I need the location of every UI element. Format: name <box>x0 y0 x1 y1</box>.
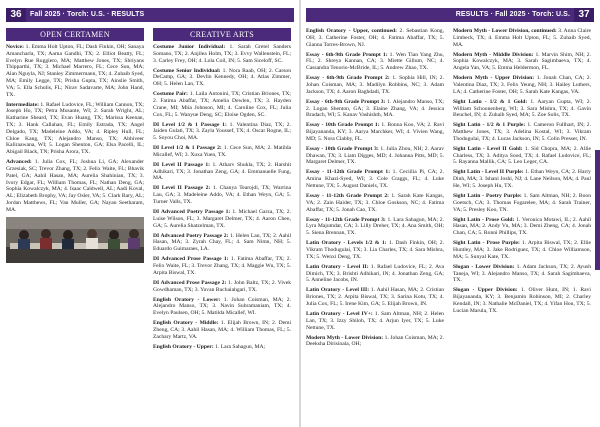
result-entry <box>153 344 291 351</box>
right-edge-tab <box>595 150 600 270</box>
result-names: 1. Sam Altman, NH; 2. Helen Lan, TX; 3. Izzy Shiloh, TX; 4. Arjun Iyer, TX; 5. Luke Nettune, TX. <box>306 310 444 331</box>
result-entry <box>453 217 591 237</box>
result-category: Sight Latin - Poetry Purple: <box>453 193 522 200</box>
result-entry <box>153 209 291 229</box>
result-names: 1. Wen Tian Yang Zhu, FL; 2. Shreya Kannan, CA; 3. Miette Gillum, NC; 4. Cassandra Tenorio-McBride, IL; 5. Andrew Zhao, TX. <box>306 51 444 72</box>
result-category: English Oratory - Upper, continued: <box>306 28 398 34</box>
result-category: Costume Senior Individual: <box>153 67 221 74</box>
result-entry <box>6 159 144 213</box>
result-category: Costume Junior Individual: <box>153 44 226 50</box>
result-entry <box>153 256 291 276</box>
result-entry <box>153 280 291 294</box>
result-names: 1. Valentina Diaz, TX; 2. Jaiden Gulati, TX; 3. Zayla Youssef, TX; 4. Oscar Rogne, IL; 5. Soyou Choi, MA. <box>153 121 291 142</box>
result-entry <box>153 320 291 340</box>
result-entry <box>153 68 291 88</box>
result-category: English Oratory - Middle: <box>153 320 219 327</box>
result-category: Sight Latin - Prose Purple: <box>453 240 520 247</box>
result-category: DI Level II Passage 1: <box>153 161 210 168</box>
result-category: Modern Myth - Upper Division: <box>453 75 535 82</box>
result-names: 1. Michael Garza, TX; 2. Luise Wilson, FL; 3. Margaret Delmer, TX; 4. Aaron Chen, GA; 5. Aurelia Shatzelman, TX. <box>153 209 291 229</box>
result-category: DI Advanced Prose Passage 1: <box>153 256 229 263</box>
result-category: Sight Latin - 1/2 & 1 Gold: <box>453 98 528 105</box>
result-entry <box>153 145 291 159</box>
result-names: 1. Adam Jackson, TX; 2. Ayush Taneja, WI; 3. Alejandro Manso, TX; 4. Sarah Sagimbaeva, TX. <box>453 263 591 284</box>
result-names: 3. Anna Claire Limbeck, TX; 4. Emma Holt Upton, FL; 5. Zuhaib Syed, MA. <box>453 28 591 48</box>
result-entry <box>306 75 444 95</box>
left-header-text: Fall 2025 · Torch: U.S. · RESULTS <box>30 11 145 18</box>
result-entry <box>153 233 291 253</box>
right-column-2 <box>453 28 591 318</box>
right-page-number: 37 <box>574 8 594 22</box>
result-entry <box>306 28 444 48</box>
result-names: 1. Sid Chopra, MA; 2. Allie Charless, TX; 3. Aditya Sood, TX; 4. Rafael Ludovice, FL; 5. Rayanna Mallik, CA; 5. Leo Leger, CA. <box>453 145 591 166</box>
result-names: 1. Rafael Ludovice, FL; William Cannon, TX; Joseph Ho, TX; Petra Musante, WI; 2. Sarah Wright, AL; Katharine Sheard, TX; Evan Huang, TX; Marissa Keenan, TX; 3. Hank Callahan, FL; Emily Estrada, TX; Angel Delgado, TX; Madeleine Addo, VA; 4. Ripley Hull, FL; Chloe Kang, TX; Alejandro Manso, TX; Abhiveer Kaliraawana, WI; 5. Logan Shenton, GA; Elsa Pacelli, IL; Abigail Black, TN; Prisha Arora, TX. <box>6 101 144 156</box>
result-category: Essay - 11-12th Grade Prompt 2: <box>306 193 389 200</box>
result-names: 1. Lara Sahagun, MA; <box>215 343 266 350</box>
result-names: 1. Laila Antonini, TX; Cristian Briones, TX; 2. Fatima Abaffar, TX; Amelia Dewlen, TX; 3. Hayden Crane, MI; Miia Johnson, MI; 4. Caroline Cox, FL; Julia Cox, FL; 5. Wanyue Deng, SC; Eloise Ogden, SC. <box>153 91 291 118</box>
result-entry <box>306 335 444 349</box>
myth-sight-slogan-results <box>453 28 591 315</box>
result-names: 1. Rafael Ludovice, FL; 2. Ava Dimich, TX; 3. Brishti Adhikari, IN; 4. Jonathan Zeng, GA; 5. Anneline Jacobs, IN. <box>306 263 444 284</box>
left-page-number: 36 <box>6 8 26 22</box>
result-category: DI Level 1/2 & 1 Passage 2: <box>153 145 222 152</box>
result-names: 1. Sam Altman, NH; 2. Boon Goetsch, CA; 3. Thomas Fogarelee, MA; 4. Sarah Trainer, VA; 5. Presley Koo, TN. <box>453 193 592 213</box>
result-names: 1. Nora Raab, OH; 2. Carson DeCamp, GA; 3. Devlin Kennedy, OH; 4. Atlas Zimmer, OH; 5. Helen Lan, TX. <box>153 67 291 88</box>
result-category: DI Advanced Prose Passage 2: <box>153 279 227 286</box>
section-title-open-certamen: OPEN CERTAMEN <box>6 28 144 41</box>
result-names: 1. Veronica Motawi, IL; 2. Aahil Hasan, MA; 2. Andy Vu, MA; 3. Demi Zheng, CA; 4. Jonah Chan, CA; 5. Ronni Phillips, TX. <box>453 216 591 237</box>
result-entry <box>306 193 444 213</box>
result-entry <box>153 44 291 64</box>
result-category: Costume Pair: <box>153 91 188 98</box>
result-entry <box>306 264 444 284</box>
result-category: Novice: <box>6 44 25 50</box>
result-category: DI Level II Passage 2: <box>153 185 211 192</box>
result-entry <box>306 240 444 260</box>
result-names: 1. Chanya Tearojdi, TX; Warrina Lau, GA; 3. Madeleine Addo, VA; 4. Ethan Weyn, GA; 5. Turner Valls, TX. <box>153 185 292 206</box>
result-names: 1. Marvin Shim, NH; 2. Sophia Kowalczyk, MA; 3. Sarah Sagimbaeva, TX; 4. Angela Yan, VA; 5. Emma Heldermon, FL. <box>453 51 591 72</box>
result-category: Essay - 10th Grade Prompt 3: <box>306 145 379 152</box>
result-entry <box>453 99 591 119</box>
result-category: English Oratory - Lower: <box>153 296 221 303</box>
result-entry <box>153 297 291 317</box>
result-names: 1. Jonah Chan, CA; 2. Valentina Diaz, TX; 3. Felix Yeung, NH; 3. Hailey Luthers, LA; 4. Catherine Foster, OH; 5. Sarah Kate Kangas, VA. <box>453 75 591 95</box>
result-names: 1. Sarah Gretel Sanders Somano, TX; 2. Anjilea Holm, TX; 3. Evvy Wallenstein, FL; 3. Carley Frey, OH; 4. Lola Coil, IN; 5. Sam Siceloff, SC. <box>153 44 291 64</box>
result-entry <box>453 193 591 213</box>
result-names: 1. Aaryan Gupta, WI; 2. William Schoonenberg, WI; 3. Sara Mishra, TX; 4. Gavin Beuchel, IN; 4. Zuhaib Syed, MA; 5. Zoe Solis, TX. <box>453 98 591 119</box>
result-entry <box>453 122 591 142</box>
right-header-text: RESULTS · Fall 2025 · Torch: U.S. <box>455 11 570 18</box>
result-names: 1. Ceciilia Pi, CA; 2. Amina Khazi-Syed, WI; 3. Cole Craggs, FL; 4. Luke Nettune, TX; 5. August Daniels, TX. <box>306 169 444 190</box>
result-entry <box>153 185 291 205</box>
result-names: 1. Elijah Brown, IN; 2. Demi Zheng, CA; 3. Aahil Hasan, MA; 4. William Thomas, FL; 5. Zachary Martz, VA. <box>153 320 291 340</box>
result-names: 1. Arpita Biswal, TX; 2. Ellie Huntley, MA; 3. Jake Rodriguez, TX; 4. Chloe Williamson, MA; 5. Sunyal Kate, TX. <box>453 240 591 260</box>
result-entry <box>6 102 144 156</box>
result-names: 1. John Baltz, TX; 2. Vivek Gowdhaman, TX; 3. Yuvan Buchaiahgari, TX. <box>153 279 291 293</box>
result-category: Essay - 11-12th Grade Prompt 3: <box>306 216 386 223</box>
open-certamen-results <box>6 44 144 214</box>
result-category: DI Level 1/2 & 1 Passage 1: <box>153 121 227 128</box>
result-entry <box>453 287 591 314</box>
result-category: Essay - 6th-9th Grade Prompt 2: <box>306 75 390 82</box>
right-page <box>300 0 600 427</box>
result-names: 1. Cece Sun, MA; 2. Matilda Micallef, WI; 3. Xuxa Yuen, TX. <box>153 145 291 158</box>
result-entry <box>306 311 444 331</box>
result-entry <box>306 217 444 237</box>
left-column-2 <box>153 28 291 354</box>
result-category: Sight Latin - Level II Purple: <box>453 169 524 176</box>
certamen-photo-image <box>6 217 144 263</box>
result-names: 1. Alejandro Manso, TX; 2. Logan Shenton, GA; 3. Elaine Zhang, VA; 4. Jessica Bradach, WI; 5. Kanav Vashishth, MA. <box>306 98 444 119</box>
result-names: 1. Sarah Kate Kangas, VA; 2. Zain Haider, TX; 3. Chloe Goskson, NC; 4. Fatima Abaffar, TX; 5. Jonah Cao, TX. <box>306 193 444 213</box>
result-names: 1. Ethan Weyn, CA; 2. Harry Dinh, MA; 3. Ishani Joshi, NJ; 4. Lane Neilson, MA; 4. Paul He, WI; 5. Joseph Hu, TX. <box>453 169 591 190</box>
left-column-1 <box>6 28 144 266</box>
result-names: 1. Oliver Hunt, IN; 1. Ravi Bijayananda, KY; 3. Benjamin Robinson, MI; 2. Charley Kendall, IN; 3. Nathalie McDaniel, TX; 4. Yifan Hou, TX; 5. Lucian Marula, TX. <box>453 287 591 314</box>
result-entry <box>453 169 591 189</box>
result-names: 1. Dash Finkin, OH; 2. Vikram Thodugulai, TX; 3. Lia Charles, TX; 4. Sara Mishra, TX; 5. Wenxi Deng, TX. <box>306 240 444 260</box>
result-category: Intermediate: <box>6 101 39 108</box>
result-category: DI Advanced Poetry Passage 1: <box>153 209 231 216</box>
result-entry <box>306 52 444 72</box>
result-entry <box>453 146 591 166</box>
result-names: 1. Julia Zhou, NH; 2. Aarav Dhawan, TX; 3. Liam Digges, MD; 4. Johanna Pitts, MD; 5. Margaret Delmer, TX. <box>306 145 444 166</box>
essay-oratory-results <box>306 28 444 348</box>
result-entry <box>453 28 591 48</box>
result-category: Advanced: <box>6 159 32 166</box>
result-entry <box>453 75 591 95</box>
result-category: Essay - 6th-9th Grade Prompt 1: <box>306 51 388 58</box>
result-category: DI Advanced Poetry Passage 2: <box>153 232 229 239</box>
result-entry <box>153 162 291 182</box>
result-names: 1. Cameron Fullhart, IN; 2. Matthew Jones, TX; 3. Adelina Kostal, WI; 3. Vikram Thodugulai, TX; 4. Lucas Jackson, IN; 5. Colin Presser, IN. <box>453 122 592 142</box>
result-names: 1. Johan Coisman, MA; 2. Alejandro Manso, TX; 3. Navin Subramaniam, TX; 4. Evelyn Paulsen, OH; 5. Matilda Micallef, WI. <box>153 296 292 317</box>
creative-arts-results <box>153 44 291 351</box>
result-category: Latin Oratory - Level IV+: <box>306 310 373 317</box>
result-entry <box>306 122 444 142</box>
result-names: 1. Atharv Shukla, TX; 2. Harshit Adhikari, TX; 3. Jonathan Zeng, GA; 4. Emmanuelle Fung, MA. <box>153 161 291 182</box>
result-category: Modern Myth - Middle Division: <box>453 51 534 58</box>
result-category: Modern Myth - Lower Division, continued: <box>453 28 557 34</box>
result-category: Essay - 10th Grade Prompt 1: <box>306 122 380 129</box>
right-column-1 <box>306 28 444 351</box>
result-names: 1. Julia Cox, FL; Joshua Li, GA; Alexander Grzesiak, SC; Trevor Zhang, TX; 2. Felix Waite, FL; Bhavik Patel, GA; Aahil Hasan, MA; Aurelia Shahinian, TX; 3. Ivory Edgar, FL; William Thomas, FL; Nathan Deng, GA; Sophia Kowalczyk, MA; 4. Isaac Caldwell, AL; Aadi Koval, AL; Elizabeth Brophy, VA; Jay Osler, VA; 5. Clark Bary, AL; Jordan Matthews, FL; Van Muller, GA; Nayan Seetharam, MA. <box>6 159 144 213</box>
result-entry <box>153 122 291 142</box>
result-names: 1. Sophia Hill, IN; 2. Johan Coisman, MA; 3. Madilyn Robbins, NC; 3. Adam Jackson, TX; 4. Aaron Baghdadi, TX. <box>306 75 444 95</box>
result-category: Sight Latin - Prose Gold: <box>453 216 515 223</box>
result-category: Modern Myth - Lower Division: <box>306 334 384 341</box>
result-names: 1. Aahil Hasan, MA; 2. Cristian Briones, TX; 2. Arpita Biswal, TX; 3. Sarina Kotu, TX; 4. Julia Cox, FL; 5. Irene Kim, GA; 5. Elijah Brown, IN. <box>306 287 444 307</box>
result-names: 1. Emma Holt Upton, FL; Dash Finkin, OH; Sanaya Amancharla, TX; Aarna Gandhi, TX; 2. Elliot Beatty, FL; Evelyn Rue Ruggiero, MA; Matthew Jones, TX; Shriyans Thipparthi, TX; 3. Michael Marrero, FL; Cece Sun, MA; Alan Nguyla, NJ; Stanley Zimmermann, TX; 4. Zuhaib Syed, MA; Emily Legge, TX; Prisha Gupta, TX; Ainslie Smith, VA; 5. Ella Schulis, FL; Nirav Sadavarte, MA; John Hand, TX. <box>6 44 144 98</box>
result-entry <box>306 146 444 166</box>
result-names: 2. Sebastian Kong, OH; 3. Catherine Foster, OH; 4. Fatima Abaffar, TX; 5. Gianna Torres-Brown, NJ. <box>306 28 444 48</box>
result-names: 1. Johan Coisman, MA; 2. Deeksha Dirisinala, OH; <box>306 334 444 348</box>
left-page-header <box>6 8 294 22</box>
result-entry <box>153 91 291 118</box>
result-names: 1. Bonna Koo, VA; 2. Ravi Bijayananda, KY; 3. Aarya Marchker, WI; 4. Vivien Wang, MD; 5. Nora Clabby, FL. <box>306 122 444 142</box>
result-category: Essay - 6th-9th Grade Prompt 3: <box>306 98 386 105</box>
right-page-header <box>306 8 594 22</box>
result-entry <box>453 52 591 72</box>
result-category: English Oratory - Upper: <box>153 343 214 350</box>
result-entry <box>306 99 444 119</box>
result-category: Sight Latin - Level II Gold: <box>453 145 523 152</box>
result-entry <box>453 240 591 260</box>
result-category: Slogan - Upper Division: <box>453 287 518 294</box>
result-entry <box>453 264 591 284</box>
result-names: 1. Lara Sahagun, MA; 2. Lyra Majumdar, CA; 3. Lilly Dreher, TX; 4. Ana Smith, OH; 5. Siena Brennan, TX. <box>306 216 444 237</box>
result-category: Latin Oratory - Level III: <box>306 287 370 294</box>
result-entry <box>306 287 444 307</box>
result-names: 1. Fatima Abaffar, TX; 2. Felix Waite, FL; 3. Trevor Zhang, TX; 4. Maggie Wu, TX; 5. Arpita Biswal, TX. <box>153 256 291 276</box>
section-title-creative-arts: CREATIVE ARTS <box>153 28 291 41</box>
result-category: Essay - 11-12th Grade Prompt 1: <box>306 169 391 176</box>
result-category: Latin Oratory - Levels 1/2 & 1: <box>306 240 387 247</box>
result-entry <box>6 44 144 98</box>
result-category: Sight Latin - 1/2 & 1 Purple: <box>453 122 526 129</box>
result-entry <box>306 169 444 189</box>
result-names: 1. Helen Lan, TX; 2. Aahil Hasan, MA; 3. Zyrah Chay, FL; 4. Sam Nimn, NH; 5. Eduardo Guimaraes, LA. <box>153 232 291 253</box>
result-category: Slogan - Lower Division: <box>453 263 515 270</box>
certamen-photo <box>6 217 144 263</box>
result-category: Latin Oratory - Level II: <box>306 263 369 270</box>
